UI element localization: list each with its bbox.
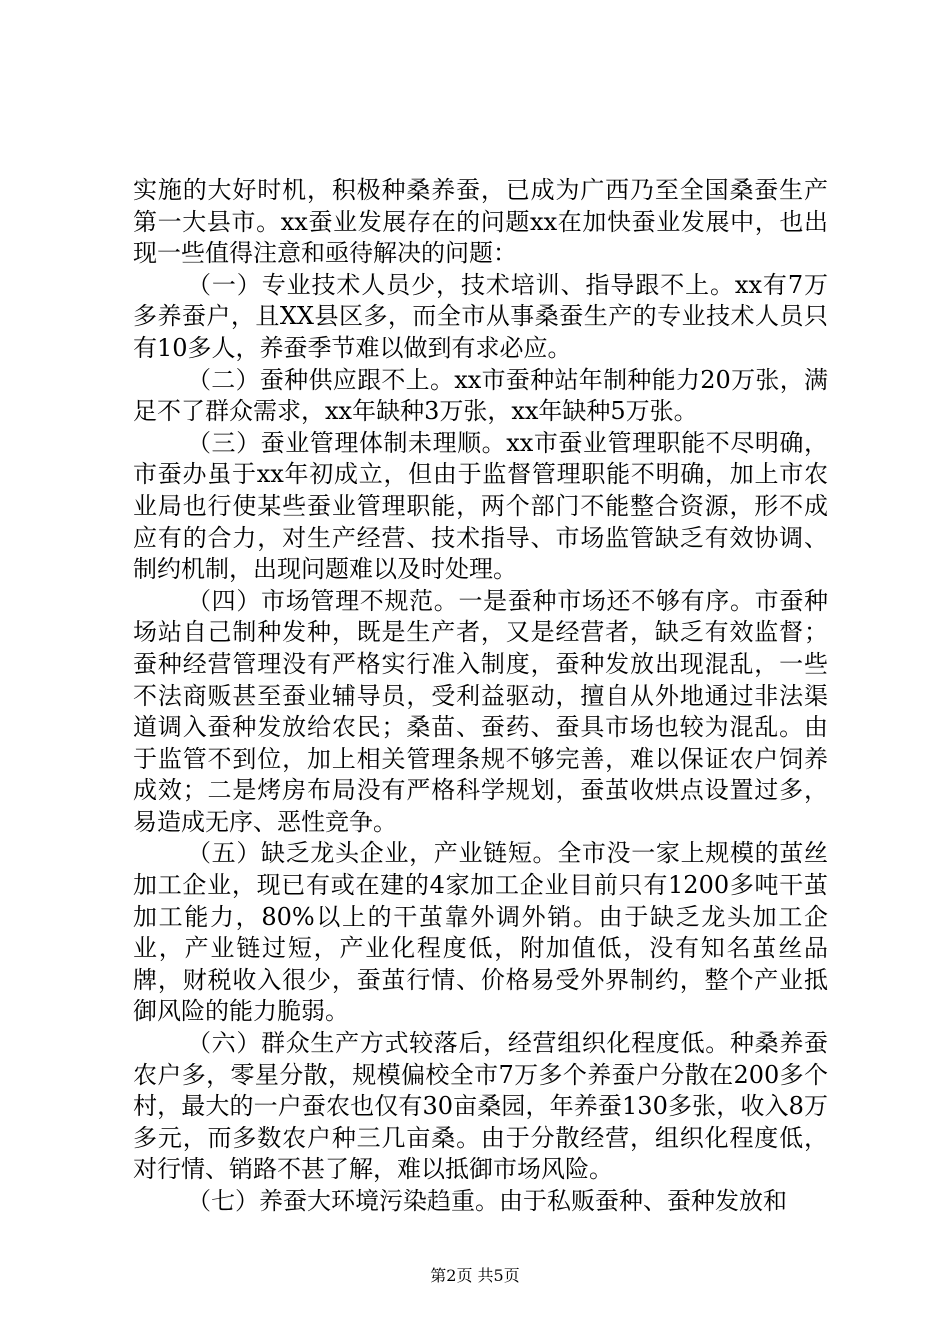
paragraph-item-2: （二）蚕种供应跟不上。xx市蚕种站年制种能力20万张，满足不了群众需求，xx年缺种3万张，xx年缺种5万张。 [133, 365, 828, 426]
paragraph-intro: 实施的大好时机，积极种桑养蚕，已成为广西乃至全国桑蚕生产第一大县市。xx蚕业发展存在的问题xx在加快蚕业发展中，也出现一些值得注意和亟待解决的问题： [133, 176, 828, 268]
page-number: 第2页 共5页 [430, 1266, 520, 1285]
paragraph-item-5: （五）缺乏龙头企业，产业链短。全市没一家上规模的茧丝加工企业，现已有或在建的4家加工企业目前只有1200多吨干茧加工能力，80%以上的干茧靠外调外销。由于缺乏龙头加工企业，产业链过短，产业化程度低，附加值低，没有知名茧丝品牌，财税收入很少，蚕茧行情、价格易受外界制约，整个产业抵御风险的能力脆弱。 [133, 839, 828, 1026]
page-footer [0, 1266, 950, 1286]
paragraph-item-4: （四）市场管理不规范。一是蚕种市场还不够有序。市蚕种场站自己制种发种，既是生产者，又是经营者，缺乏有效监督；蚕种经营管理没有严格实行准入制度，蚕种发放出现混乱，一些不法商贩甚至蚕业辅导员，受利益驱动，擅自从外地通过非法渠道调入蚕种发放给农民；桑苗、蚕药、蚕具市场也较为混乱。由于监管不到位，加上相关管理条规不够完善，难以保证农户饲养成效；二是烤房布局没有严格科学规划，蚕茧收烘点设置过多，易造成无序、恶性竞争。 [133, 586, 828, 836]
paragraph-item-1: （一）专业技术人员少，技术培训、指导跟不上。xx有7万多养蚕户，且XX县区多，而全市从事桑蚕生产的专业技术人员只有10多人，养蚕季节难以做到有求必应。 [133, 270, 828, 362]
document-body [133, 175, 828, 1218]
paragraph-item-6: （六）群众生产方式较落后，经营组织化程度低。种桑养蚕农户多，零星分散，规模偏校全市7万多个养蚕户分散在200多个村，最大的一户蚕农也仅有30亩桑园，年养蚕130多张，收入8万多元，而多数农户种三几亩桑。由于分散经营，组织化程度低，对行情、销路不甚了解，难以抵御市场风险。 [133, 1029, 828, 1184]
paragraph-item-7: （七）养蚕大环境污染趋重。由于私贩蚕种、蚕种发放和 [187, 1187, 787, 1215]
paragraph-item-3: （三）蚕业管理体制未理顺。xx市蚕业管理职能不尽明确，市蚕办虽于xx年初成立，但由于监督管理职能不明确，加上市农业局也行使某些蚕业管理职能，两个部门不能整合资源，形不成应有的合力，对生产经营、技术指导、市场监管缺乏有效协调、制约机制，出现问题难以及时处理。 [133, 428, 828, 584]
